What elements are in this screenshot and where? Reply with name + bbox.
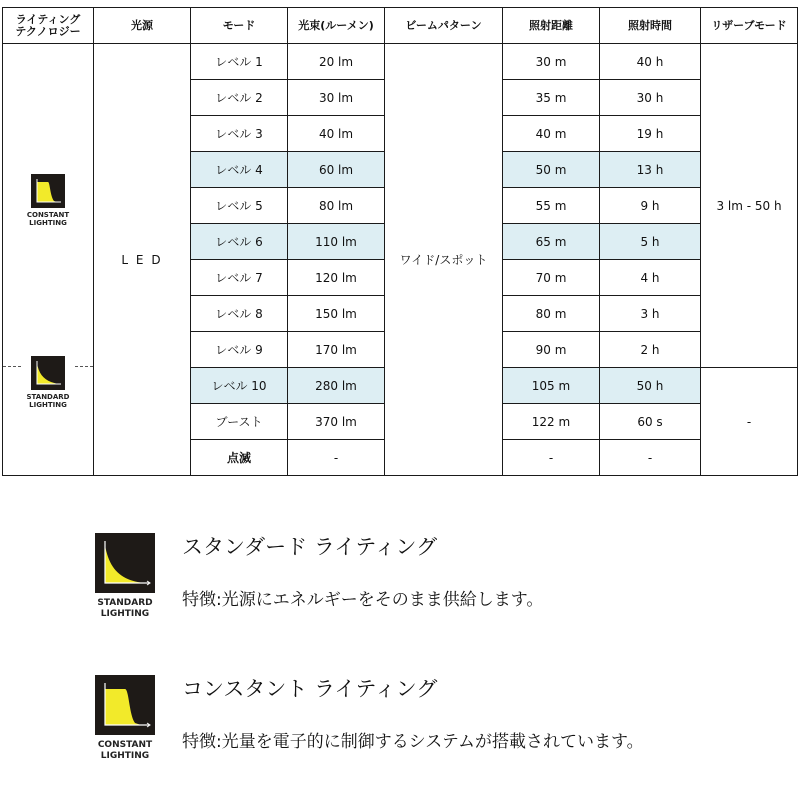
source-cell: L E D (94, 44, 191, 476)
time-cell: 30 h (600, 80, 701, 116)
lumen-cell: 150 lm (288, 296, 385, 332)
mode-cell: レベル 4 (191, 152, 288, 188)
table-row (3, 44, 798, 80)
lumen-cell: 170 lm (288, 332, 385, 368)
distance-cell: 90 m (503, 332, 600, 368)
header-source: 光源 (94, 8, 191, 44)
spec-table (2, 7, 798, 476)
distance-cell: 35 m (503, 80, 600, 116)
header-row (3, 8, 798, 44)
distance-cell: 55 m (503, 188, 600, 224)
distance-cell: 30 m (503, 44, 600, 80)
time-cell: 50 h (600, 368, 701, 404)
legend-constant-title: コンスタント ライティング (182, 677, 438, 701)
distance-cell: 65 m (503, 224, 600, 260)
distance-cell: 105 m (503, 368, 600, 404)
beam-cell: ワイド/スポット (385, 44, 503, 476)
constant-icon-label: CONSTANT LIGHTING (26, 211, 70, 227)
mode-cell: レベル 1 (191, 44, 288, 80)
standard-lighting-icon (31, 356, 65, 390)
mode-cell: レベル 7 (191, 260, 288, 296)
lumen-cell: 30 lm (288, 80, 385, 116)
mode-cell: レベル 9 (191, 332, 288, 368)
standard-icon-label: STANDARD LIGHTING (97, 598, 153, 619)
mode-cell: レベル 10 (191, 368, 288, 404)
lumen-cell: 110 lm (288, 224, 385, 260)
lumen-cell: 40 lm (288, 116, 385, 152)
time-cell: 2 h (600, 332, 701, 368)
distance-cell: 122 m (503, 404, 600, 440)
lumen-cell: 60 lm (288, 152, 385, 188)
header-beam: ビームパターン (385, 8, 503, 44)
time-cell: - (600, 440, 701, 476)
mode-cell: レベル 6 (191, 224, 288, 260)
time-cell: 9 h (600, 188, 701, 224)
header-tech: ライティング テクノロジー (3, 8, 94, 44)
legend-constant-desc: 特徴:光量を電子的に制御するシステムが搭載されています。 (182, 732, 644, 752)
distance-cell: 50 m (503, 152, 600, 188)
lumen-cell: - (288, 440, 385, 476)
constant-icon-label: CONSTANT LIGHTING (97, 740, 153, 761)
standard-icon-label: STANDARD LIGHTING (26, 393, 70, 409)
lumen-cell: 20 lm (288, 44, 385, 80)
time-cell: 19 h (600, 116, 701, 152)
time-cell: 4 h (600, 260, 701, 296)
mode-cell: 点滅 (191, 440, 288, 476)
constant-lighting-icon (31, 174, 65, 208)
lumen-cell: 80 lm (288, 188, 385, 224)
distance-cell: 70 m (503, 260, 600, 296)
constant-lighting-icon (95, 675, 155, 735)
reserve-boost-cell: - (701, 368, 798, 476)
header-lumen: 光束(ルーメン) (288, 8, 385, 44)
distance-cell: 40 m (503, 116, 600, 152)
time-cell: 60 s (600, 404, 701, 440)
standard-lighting-icon (95, 533, 155, 593)
constant-lighting-block (3, 174, 93, 227)
divider (3, 366, 21, 368)
lumen-cell: 120 lm (288, 260, 385, 296)
time-cell: 5 h (600, 224, 701, 260)
tech-cell (3, 44, 94, 476)
mode-cell: ブースト (191, 404, 288, 440)
legend-standard (95, 533, 544, 620)
reserve-cell: 3 lm - 50 h (701, 44, 798, 368)
lumen-cell: 370 lm (288, 404, 385, 440)
legend-standard-desc: 特徴:光源にエネルギーをそのまま供給します。 (182, 590, 544, 610)
header-distance: 照射距離 (503, 8, 600, 44)
time-cell: 40 h (600, 44, 701, 80)
mode-cell: レベル 2 (191, 80, 288, 116)
lumen-cell: 280 lm (288, 368, 385, 404)
standard-lighting-block (3, 356, 93, 409)
mode-cell: レベル 8 (191, 296, 288, 332)
header-time: 照射時間 (600, 8, 701, 44)
mode-cell: レベル 5 (191, 188, 288, 224)
distance-cell: 80 m (503, 296, 600, 332)
divider (75, 366, 93, 368)
header-mode: モード (191, 8, 288, 44)
time-cell: 13 h (600, 152, 701, 188)
mode-cell: レベル 3 (191, 116, 288, 152)
legend-standard-title: スタンダード ライティング (182, 535, 438, 559)
legend-constant (95, 675, 644, 762)
header-reserve: リザーブモード (701, 8, 798, 44)
distance-cell: - (503, 440, 600, 476)
time-cell: 3 h (600, 296, 701, 332)
